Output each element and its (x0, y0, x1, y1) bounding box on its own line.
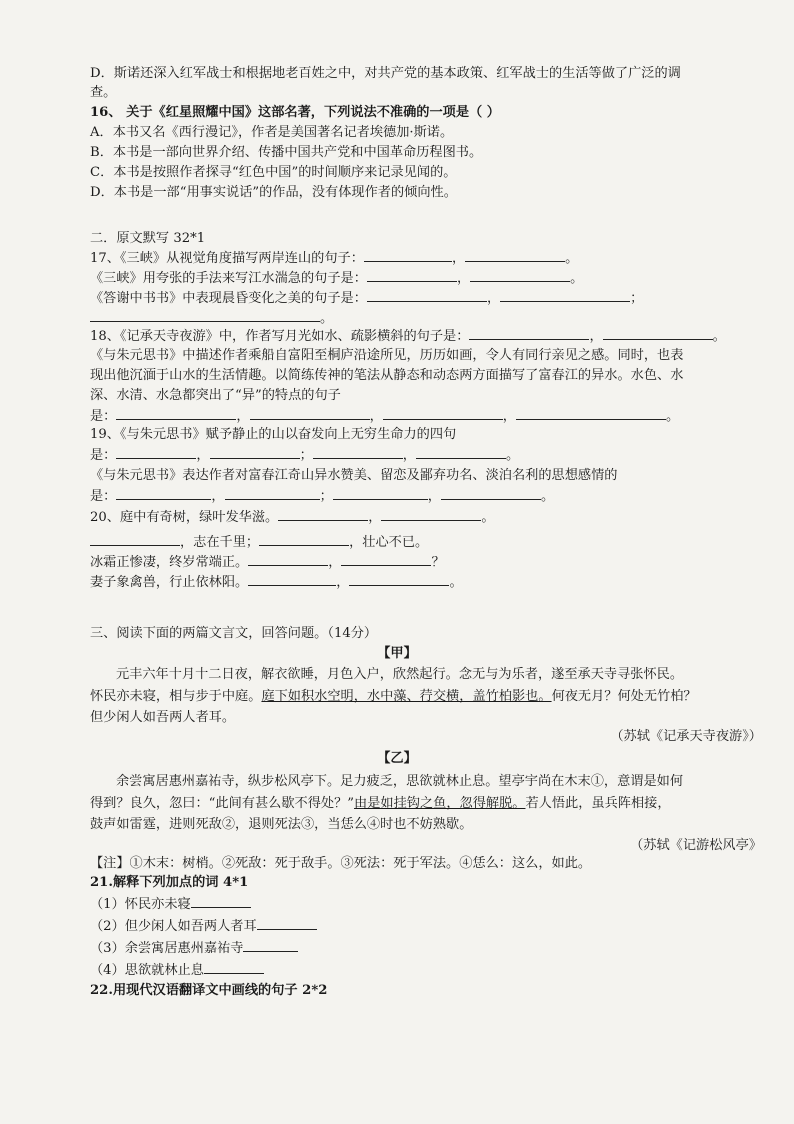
jia-text-line1: 元丰六年十月十二日夜，解衣欲睡，月色入户，欣然起行。念无与为乐者，遂至承天寺寻张怀民。 (116, 667, 684, 682)
answer-blank[interactable] (367, 269, 457, 282)
q18-prompt: 18、《记承天寺夜游》中，作者写月光如水、疏影横斜的句子是： (90, 329, 470, 344)
answer-blank[interactable] (259, 533, 349, 546)
answer-blank[interactable] (248, 573, 336, 586)
q17-line2: 《三峡》用夸张的手法来写江水湍急的句子是： ， 。 (90, 271, 584, 286)
answer-blank[interactable] (381, 508, 481, 521)
yi-source: （苏轼《记游松风亭》 (630, 838, 762, 853)
q20-prompt: 20、庭中有奇树，绿叶发华滋。 (90, 510, 279, 525)
yi-text-line2 (90, 795, 762, 813)
jia-source: （苏轼《记承天寺夜游》） (610, 729, 762, 744)
q16-option-d: D．本书是一部“用事实说话”的作品，没有体现作者的倾向性。 (90, 185, 457, 200)
answer-blank[interactable] (364, 249, 452, 262)
q20-text-a: ，志在千里； (180, 535, 260, 550)
section3-title: 三、阅读下面的两篇文言文，回答问题。（14分） (90, 626, 378, 641)
yi-text-2a: 得到？良久，忽曰：“此间有甚么歇不得处？” (90, 796, 355, 811)
q16-option-c: C．本书是按照作者探寻“红色中国”的时间顺序来记录见闻的。 (90, 165, 457, 180)
answer-blank[interactable] (470, 269, 570, 282)
jia-text-2a: 怀民亦未寝，相与步于中庭。 (90, 689, 262, 704)
answer-blank[interactable] (500, 289, 630, 302)
q18-shi: 是： (90, 409, 117, 424)
q17-prompt-3: 《答谢中书书》中表现晨昏变化之美的句子是： (90, 291, 367, 306)
q21-item-1-text: （1）怀民亦未寝 (90, 897, 191, 912)
q19-shi-2: 是： (90, 489, 117, 504)
answer-blank[interactable] (383, 407, 503, 420)
q19-line3: 《与朱元思书》表达作者对富春江奇山异水赞美、留恋及鄙弃功名、淡泊名利的思想感情的 (90, 468, 618, 483)
q21-item-4-text: （4）思欲就林止息 (90, 963, 204, 978)
q16-stem: 16、 关于《红星照耀中国》这部名著，下列说法不准确的一项是（ ） (90, 105, 500, 120)
answer-blank[interactable] (603, 327, 713, 340)
answer-blank[interactable] (465, 249, 565, 262)
q20-text-b: ，壮心不已。 (349, 535, 429, 550)
answer-blank[interactable] (313, 446, 403, 459)
answer-blank[interactable] (210, 446, 300, 459)
q20-line4: 妻子象禽兽，行止依林阳。 ， 。 (90, 575, 463, 590)
jia-label: 【甲】 (377, 646, 417, 661)
answer-blank[interactable] (341, 553, 431, 566)
answer-blank[interactable] (469, 327, 589, 340)
q16-option-b: B．本书是一部向世界介绍、传播中国共产党和中国革命历程图书。 (90, 145, 483, 160)
yi-text-line3: 鼓声如雷霆，进则死敌②，退则死法③，当恁么④时也不妨熟歇。 (90, 817, 473, 832)
q20-text-d: 妻子象禽兽，行止依林阳。 (90, 575, 249, 590)
q22-stem: 22.用现代汉语翻译文中画线的句子 2*2 (90, 983, 328, 998)
answer-blank[interactable] (516, 407, 666, 420)
answer-blank[interactable] (349, 573, 449, 586)
answer-blank[interactable] (116, 446, 196, 459)
q19-line1: 19、《与朱元思书》赋予静止的山以奋发向上无穷生命力的四句 (90, 427, 457, 442)
q18-line5: 是： ， ， ， 。 (90, 409, 680, 424)
yi-text-2c: 若人悟此，虽兵阵相接， (525, 796, 671, 811)
answer-blank[interactable] (204, 961, 264, 974)
q18-line1: 18、《记承天寺夜游》中，作者写月光如水、疏影横斜的句子是： ， 。 (90, 329, 726, 344)
answer-blank[interactable] (90, 533, 180, 546)
q21-item-4 (90, 961, 762, 980)
q20-line1: 20、庭中有奇树，绿叶发华滋。 ， 。 (90, 510, 495, 525)
jia-underlined-sentence: 庭下如积水空明，水中藻、荇交横，盖竹柏影也。 (261, 689, 552, 704)
answer-blank[interactable] (250, 407, 370, 420)
yi-label: 【乙】 (377, 751, 417, 766)
q19-line2: 是： ， ； ， 。 (90, 448, 520, 463)
q21-item-2-text: （2）但少闲人如吾两人者耳 (90, 919, 257, 934)
q19-shi: 是： (90, 448, 117, 463)
q19-line4: 是： ， ； ， 。 (90, 489, 555, 504)
yi-text-line1: 余尝寓居惠州嘉祐寺，纵步松风亭下。足力疲乏，思欲就林止息。望亭宇尚在木末①，意谓是如何 (116, 774, 684, 789)
jia-text-2c: 何夜无月？何处无竹柏？ (551, 689, 697, 704)
annotation-note: 【注】①木末：树梢。②死敌：死于敌手。③死法：死于军法。④恁么：这么，如此。 (90, 856, 592, 871)
answer-blank[interactable] (278, 508, 368, 521)
jia-text-line3: 但少闲人如吾两人者耳。 (90, 710, 236, 725)
answer-blank[interactable] (225, 487, 320, 500)
q17-prompt: 17、《三峡》从视觉角度描写两岸连山的句子： (90, 251, 364, 266)
q16-option-a: A．本书又名《西行漫记》，作者是美国著名记者埃德加·斯诺。 (90, 125, 454, 140)
q21-item-3-text: （3）余尝寓居惠州嘉祐寺 (90, 941, 244, 956)
q18-line2: 《与朱元思书》中描述作者乘船自富阳至桐庐沿途所见，历历如画，令人有同行亲见之感。同时，也表 (90, 348, 684, 363)
q17-line1: 17、《三峡》从视觉角度描写两岸连山的句子： ， 。 (90, 251, 579, 266)
q18-line4: 深、水清、水急都突出了“异”的特点的句子 (90, 388, 341, 403)
q21-stem: 21.解释下列加点的词 4*1 (90, 875, 249, 890)
q17-line4: 。 (90, 309, 762, 328)
section2-title: 二．原文默写 32*1 (90, 231, 206, 246)
answer-blank[interactable] (90, 309, 320, 322)
q20-line3: 冰霜正惨凄，终岁常端正。 ， ？ (90, 555, 445, 570)
q17-line3: 《答谢中书书》中表现晨昏变化之美的句子是： ， ； (90, 291, 644, 306)
answer-blank[interactable] (116, 407, 236, 420)
answer-blank[interactable] (248, 553, 328, 566)
answer-blank[interactable] (367, 289, 487, 302)
answer-blank[interactable] (257, 917, 317, 930)
q20-question-mark: ？ (431, 555, 445, 570)
answer-blank[interactable] (441, 487, 541, 500)
answer-blank[interactable] (191, 895, 251, 908)
q21-item-1 (90, 895, 762, 914)
answer-blank[interactable] (333, 487, 428, 500)
q20-line2 (90, 533, 762, 552)
q21-item-3 (90, 939, 762, 958)
answer-blank[interactable] (416, 446, 506, 459)
yi-underlined-sentence: 由是如挂钩之鱼，忽得解脱。 (354, 796, 526, 811)
q15-option-d-line1: D．斯诺还深入红军战士和根据地老百姓之中，对共产党的基本政策、红军战士的生活等做了广泛的调 (90, 66, 681, 81)
jia-text-line2 (90, 688, 762, 706)
answer-blank[interactable] (116, 487, 211, 500)
q18-line3: 现出他沉湎于山水的生活情趣。以简练传神的笔法从静态和动态两方面描写了富春江的异水。水色、水 (90, 368, 684, 383)
q21-item-2 (90, 917, 762, 936)
q20-text-c: 冰霜正惨凄，终岁常端正。 (90, 555, 249, 570)
q17-prompt-2: 《三峡》用夸张的手法来写江水湍急的句子是： (90, 271, 367, 286)
answer-blank[interactable] (243, 939, 298, 952)
q15-option-d-line2: 查。 (90, 85, 117, 100)
